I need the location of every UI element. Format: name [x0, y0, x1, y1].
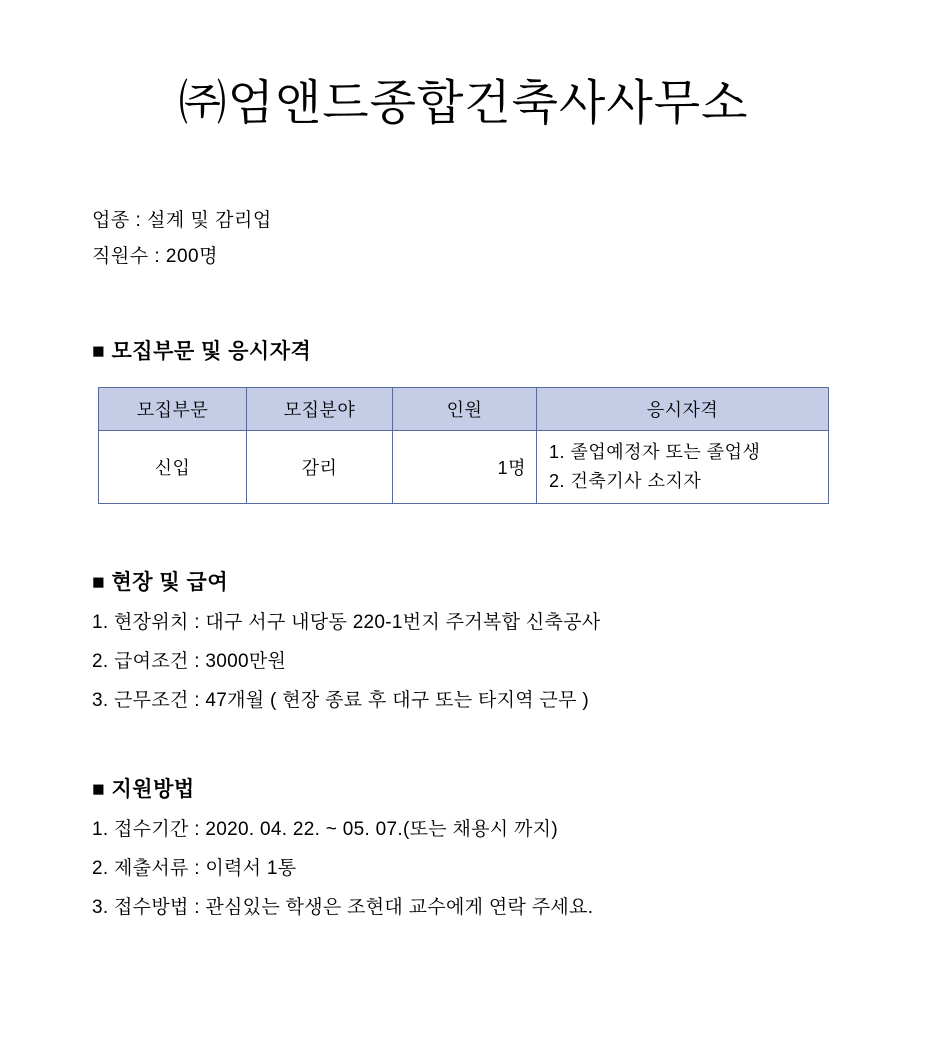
section-heading-recruitment: ■ 모집부문 및 응시자격 — [92, 339, 312, 363]
section-heading-site-salary: ■ 현장 및 급여 — [92, 570, 229, 594]
section-heading-apply-method: ■ 지원방법 — [92, 777, 195, 801]
cell-qualification — [537, 430, 829, 503]
list-item: 3. 접수방법 : 관심있는 학생은 조현대 교수에게 연락 주세요. — [92, 896, 594, 918]
list-item: 1. 현장위치 : 대구 서구 내당동 220-1번지 주거복합 신축공사 — [92, 611, 601, 633]
section-recruitment — [0, 335, 927, 504]
company-title: ㈜엄앤드종합건축사사무소 — [178, 77, 749, 130]
list-item: 2. 급여조건 : 3000만원 — [92, 650, 287, 672]
cell-count: 1명 — [393, 430, 537, 503]
table-header-field: 모집분야 — [247, 387, 393, 430]
table-row — [99, 430, 829, 503]
recruitment-table — [98, 387, 829, 504]
qualification-line-2: 2. 건축기사 소지자 — [549, 470, 702, 491]
site-salary-list — [92, 604, 927, 721]
apply-method-list — [92, 811, 927, 928]
table-header-part: 모집부문 — [99, 387, 247, 430]
list-item: 1. 접수기간 : 2020. 04. 22. ~ 05. 07.(또는 채용시 까지) — [92, 818, 558, 840]
cell-part: 신입 — [99, 430, 247, 503]
table-header-qualification: 응시자격 — [537, 387, 829, 430]
meta-line-employees: 직원수 : 200명 — [92, 245, 218, 267]
company-meta — [0, 203, 927, 275]
meta-line-industry: 업종 : 설계 및 감리업 — [92, 209, 272, 231]
table-header-row — [99, 387, 829, 430]
section-apply-method — [0, 773, 927, 928]
table-header-count: 인원 — [393, 387, 537, 430]
qualification-line-1: 1. 졸업예정자 또는 졸업생 — [549, 442, 761, 463]
list-item: 2. 제출서류 : 이력서 1통 — [92, 857, 297, 879]
section-site-salary — [0, 566, 927, 721]
cell-field: 감리 — [247, 430, 393, 503]
list-item: 3. 근무조건 : 47개월 ( 현장 종료 후 대구 또는 타지역 근무 ) — [92, 689, 590, 711]
